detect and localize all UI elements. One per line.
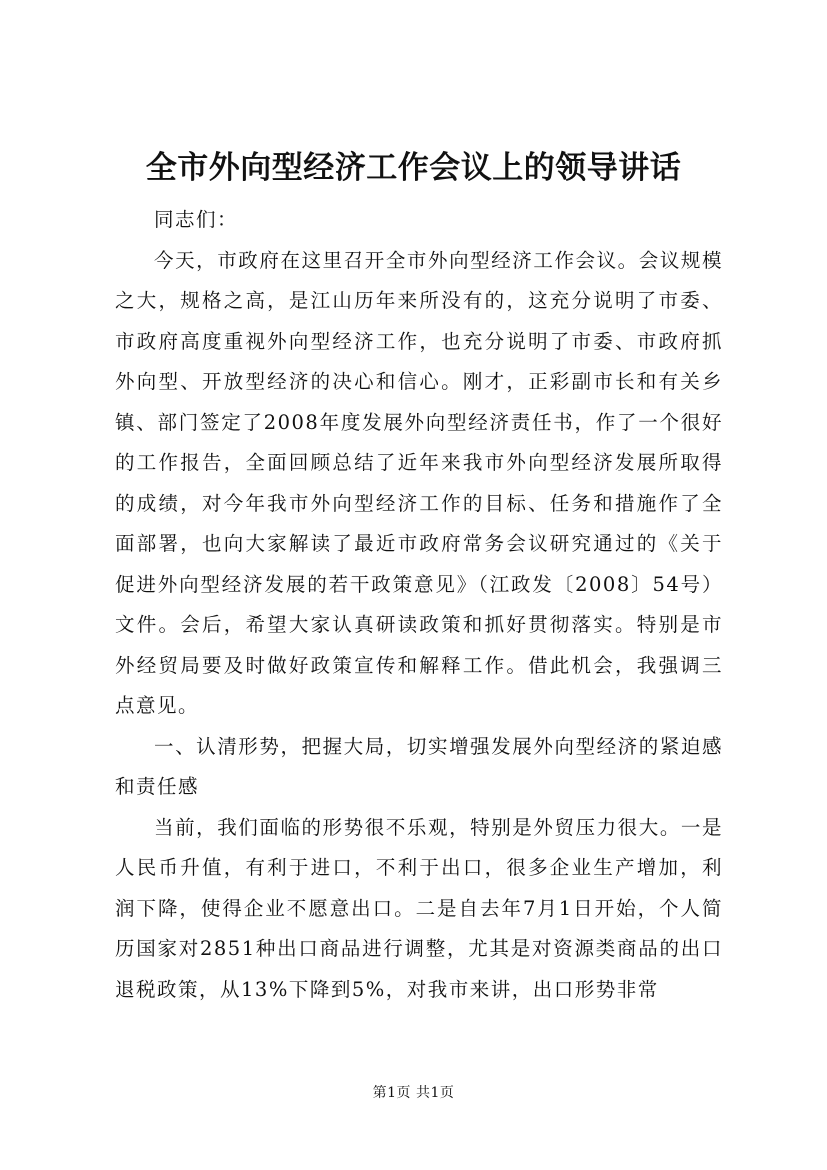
page-footer: 第1页 共1页 <box>372 1085 455 1101</box>
document-body <box>115 200 723 1010</box>
body-paragraph: 当前，我们面临的形势很不乐观，特别是外贸压力很大。一是人民币升值，有利于进口，不利于出口，很多企业生产增加，利润下降，使得企业不愿意出口。二是自去年7月1日开始，个人简历国家对2851种出口商品进行调整，尤其是对资源类商品的出口退税政策，从13%下降到5%，对我市来讲，出口形势非常 <box>115 815 723 1001</box>
salutation-paragraph: 同志们： <box>154 208 239 231</box>
body-paragraph: 今天，市政府在这里召开全市外向型经济工作会议。会议规模之大，规格之高，是江山历年来所没有的，这充分说明了市委、市政府高度重视外向型经济工作，也充分说明了市委、市政府抓外向型、开放型经济的决心和信心。刚才，正彩副市长和有关乡镇、部门签定了2008年度发展外向型经济责任书，作了一个很好的工作报告，全面回顾总结了近年来我市外向型经济发展所取得的成绩，对今年我市外向型经济工作的目标、任务和措施作了全面部署，也向大家解读了最近市政府常务会议研究通过的《关于促进外向型经济发展的若干政策意见》（江政发〔2008〕54号）文件。会后，希望大家认真研读政策和抓好贯彻落实。特别是市外经贸局要及时做好政策宣传和解释工作。借此机会，我强调三点意见。 <box>115 248 723 717</box>
document-title: 全市外向型经济工作会议上的领导讲话 <box>145 150 682 186</box>
section-heading: 一、认清形势，把握大局，切实增强发展外向型经济的紧迫感和责任感 <box>115 734 723 798</box>
